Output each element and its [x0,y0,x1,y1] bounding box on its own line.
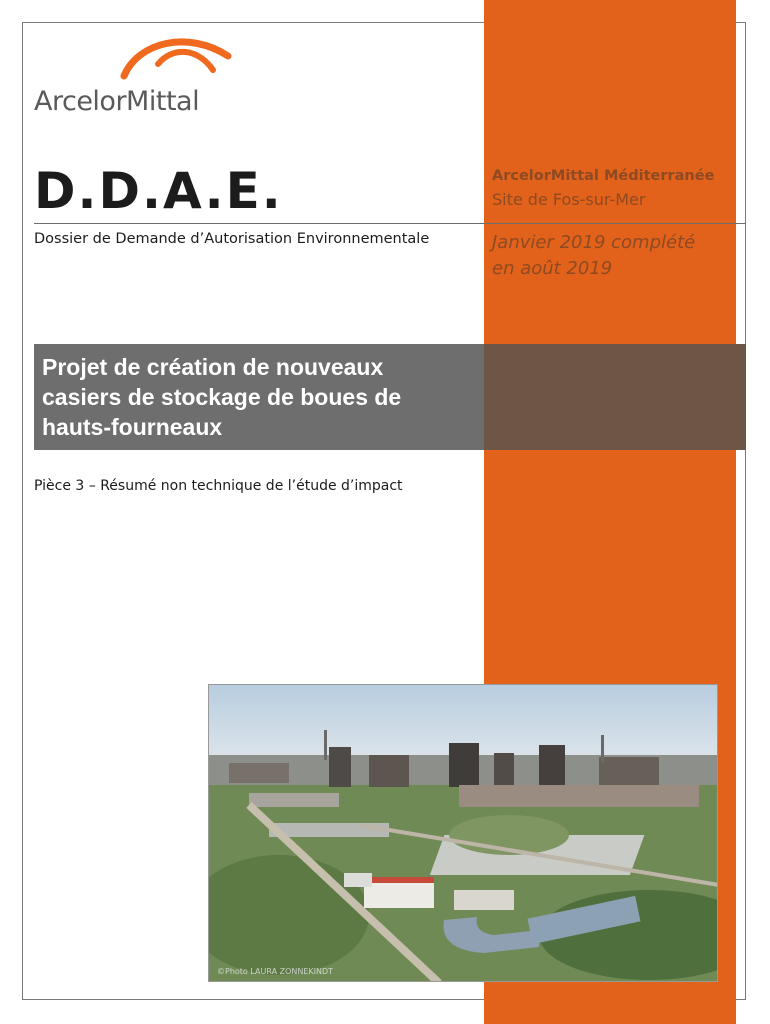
project-title [42,352,492,442]
document-subtitle: Dossier de Demande d’Autorisation Environnementale [34,231,430,247]
project-title-line-1: Projet de création de nouveaux [42,354,384,380]
photo-credit: ©Photo LAURA ZONNEKINDT [217,967,334,976]
document-acronym: D.D.A.E. [34,162,283,220]
project-band-right [484,344,746,450]
arcelormittal-logo [30,34,250,134]
date-line-2: en août 2019 [492,258,613,279]
piece-title: Pièce 3 – Résumé non technique de l’étude d’impact [34,478,403,494]
logo-wordmark: ArcelorMittal [34,86,200,117]
site-name: Site de Fos-sur-Mer [492,190,646,209]
project-title-line-2: casiers de stockage de boues de [42,384,402,410]
header-divider [34,223,746,224]
company-name: ArcelorMittal Méditerranée [492,168,715,184]
project-band [34,344,746,450]
aerial-site-photo [208,684,718,982]
document-date [492,230,695,282]
logo-swoosh-icon [118,34,238,84]
date-line-1: Janvier 2019 complété [492,232,696,253]
project-title-line-3: hauts-fourneaux [42,414,223,440]
